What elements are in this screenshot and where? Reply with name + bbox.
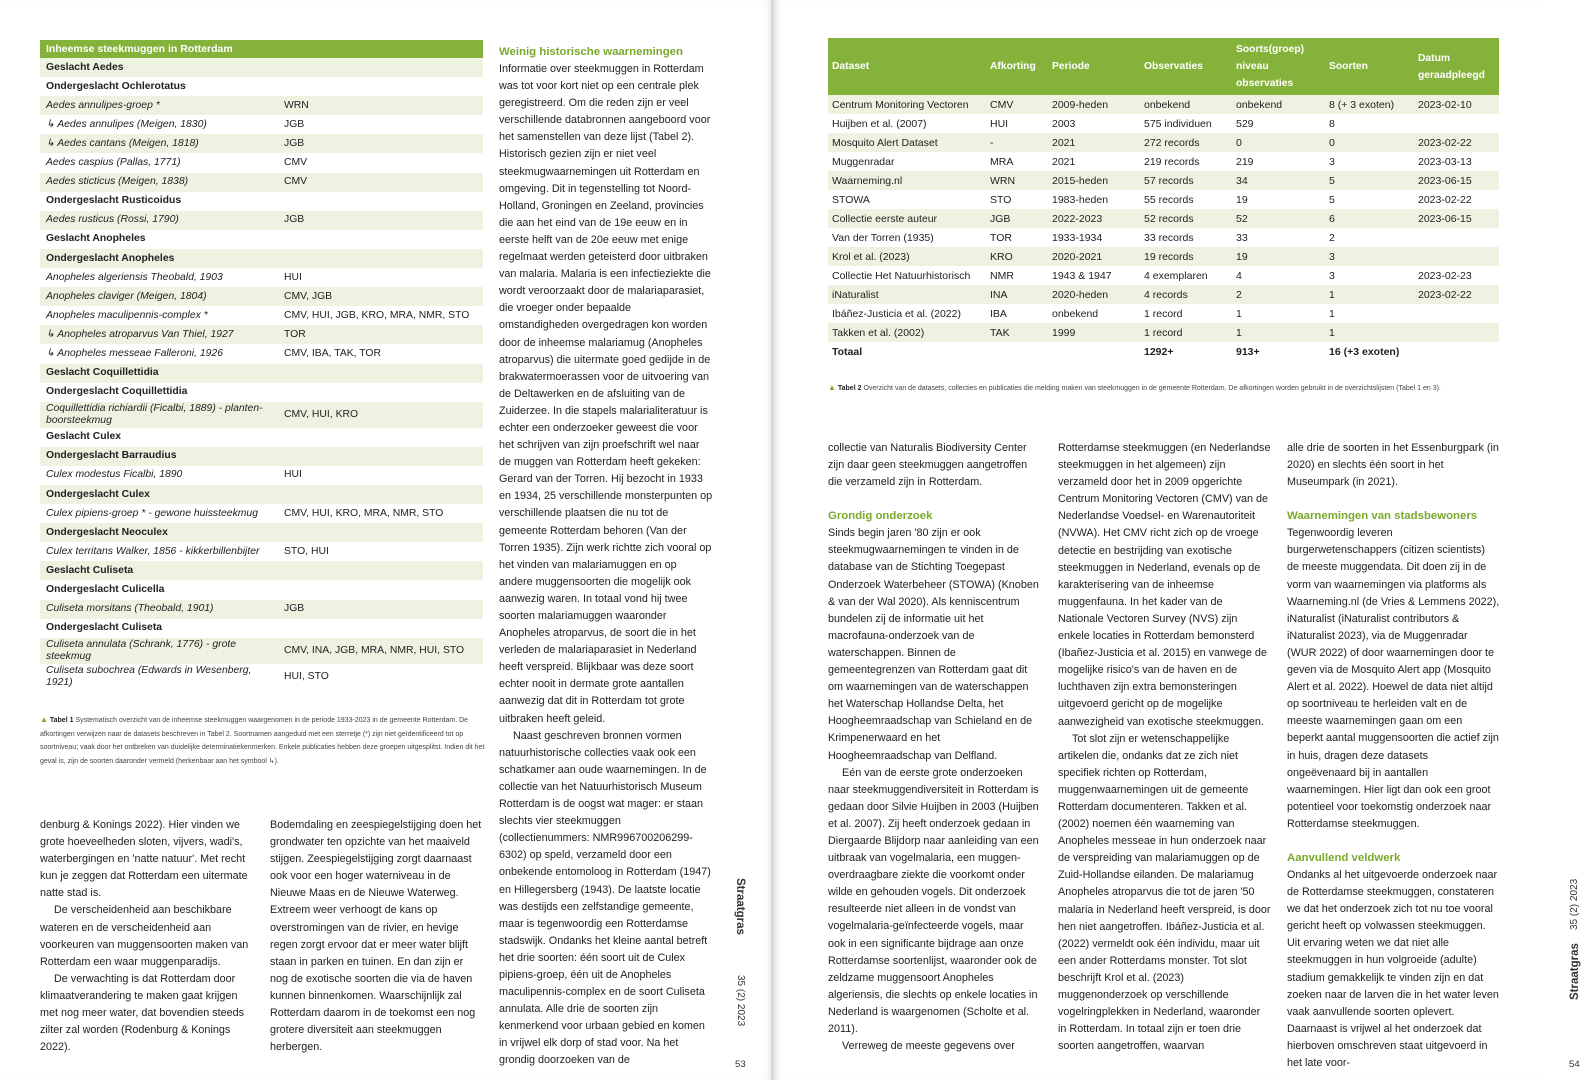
dataset-codes: JGB	[278, 211, 483, 230]
dataset-codes	[278, 58, 483, 77]
table-2-cell: 2023-02-22	[1414, 133, 1499, 152]
table-2-cell: JGB	[986, 209, 1048, 228]
table-2-cell: Mosquito Alert Dataset	[828, 133, 986, 152]
table-2-cell: Waarneming.nl	[828, 171, 986, 190]
table-2-row	[828, 266, 1499, 285]
species-name: Coquillettidia richiardii (Ficalbi, 1889) - planten-boorsteekmug	[40, 402, 278, 428]
table-2-row	[828, 114, 1499, 133]
paragraph: denburg & Konings 2022). Hier vinden we grote hoeveelheden sloten, vijvers, wadi's, waterbergingen en 'natte natuur'. Met recht kun je zeggen dat Rotterdam een uitermate natte stad is.	[40, 819, 248, 900]
section-heading: Waarnemingen van stadsbewoners	[1287, 510, 1478, 523]
table-2-total-cell: 913+	[1232, 342, 1325, 361]
table-2-cell: 0	[1232, 133, 1325, 152]
table-1-row	[40, 230, 483, 249]
table-2-row	[828, 209, 1499, 228]
taxon-group-label: Ondergeslacht Culiseta	[40, 619, 278, 638]
dataset-codes	[278, 485, 483, 504]
table-2-cell: 57 records	[1140, 171, 1232, 190]
table-2-cell: 2	[1325, 228, 1414, 247]
dataset-codes: CMV, JGB	[278, 287, 483, 306]
dataset-codes: JGB	[278, 600, 483, 619]
right-column-1	[828, 440, 1040, 1055]
table-1-row	[40, 115, 483, 134]
table-2-cell: Centrum Monitoring Vectoren	[828, 95, 986, 114]
species-name: ↳ Anopheles messeae Falleroni, 1926	[40, 344, 278, 363]
table-2-cell: 2020-heden	[1048, 285, 1140, 304]
dataset-codes	[278, 383, 483, 402]
table-2-row	[828, 323, 1499, 342]
table-1-row	[40, 383, 483, 402]
dataset-codes: TOR	[278, 325, 483, 344]
table-2-row	[828, 247, 1499, 266]
dataset-codes	[278, 428, 483, 447]
taxon-group-label: Ondergeslacht Rusticoidus	[40, 192, 278, 211]
table-2-cell: Krol et al. (2023)	[828, 247, 986, 266]
dataset-codes: WRN	[278, 96, 483, 115]
table-2-cell: 52 records	[1140, 209, 1232, 228]
paragraph: alle drie de soorten in het Essenburgpark (in 2020) en slechts één soort in het Museumpark (in 2021).	[1287, 442, 1499, 489]
table-2-cell: TOR	[986, 228, 1048, 247]
dataset-codes: CMV, HUI, KRO, MRA, NMR, STO	[278, 504, 483, 523]
table-2-row	[828, 304, 1499, 323]
table-2-cell: INA	[986, 285, 1048, 304]
species-name: Culiseta subochrea (Edwards in Wesenberg, 1921)	[40, 664, 278, 690]
section-heading: Aanvullend veldwerk	[1287, 851, 1401, 864]
table-2	[828, 38, 1499, 361]
taxon-group-label: Geslacht Culiseta	[40, 561, 278, 580]
table-1-row	[40, 542, 483, 561]
table-2-cell: 3	[1325, 247, 1414, 266]
table-2-header-cell: Soorts(groep) niveau observaties	[1232, 38, 1325, 95]
dataset-codes: JGB	[278, 115, 483, 134]
table-2-cell: onbekend	[1232, 95, 1325, 114]
table-2-cell: HUI	[986, 114, 1048, 133]
table-2-body	[828, 38, 1499, 361]
dataset-codes: HUI	[278, 466, 483, 485]
section-heading: Weinig historische waarnemingen	[499, 46, 683, 58]
table-2-cell: STO	[986, 190, 1048, 209]
table-2-row	[828, 171, 1499, 190]
dataset-codes	[278, 249, 483, 268]
table-2-cell: MRA	[986, 152, 1048, 171]
species-name: Aedes sticticus (Meigen, 1838)	[40, 173, 278, 192]
taxon-group-label: Ondergeslacht Neoculex	[40, 523, 278, 542]
taxon-group-label: Ondergeslacht Anopheles	[40, 249, 278, 268]
table-1-body	[40, 58, 483, 690]
table-2-cell: 4 exemplaren	[1140, 266, 1232, 285]
table-2-cell: 55 records	[1140, 190, 1232, 209]
table-2-cell: 272 records	[1140, 133, 1232, 152]
table-2-cell: 2009-heden	[1048, 95, 1140, 114]
table-2-cell: onbekend	[1140, 95, 1232, 114]
table-2-cell: 5	[1325, 190, 1414, 209]
table-2-total-cell	[986, 342, 1048, 361]
dataset-codes: CMV, INA, JGB, MRA, NMR, HUI, STO	[278, 638, 483, 664]
table-2-cell: 1943 & 1947	[1048, 266, 1140, 285]
table-2-cell: 219	[1232, 152, 1325, 171]
paragraph: Eén van de eerste grote onderzoeken naar steekmuggendiversiteit in Rotterdam is gedaan door Silvie Huijben in 2003 (Huijben et al. 2007). Zij heeft onderzoek gedaan in Diergaarde Blijdorp naar aanleiding van een uitbraak van vogelmalaria, een muggen-overdraagbare ziekte die voorkomt onder wilde en gehouden vogels. Dit onderzoek resulteerde niet alleen in de vondst van vogelmalaria-geïnfecteerde vogels, maar ook in een significante bijdrage aan onze Rotterdamse soortenlijst, waaronder ook de zeldzame muggensoort Anopheles algeriensis, die slechts op enkele locaties in Nederland is waargenomen (Scholte et al. 2011).	[828, 766, 1039, 1035]
taxon-group-label: Ondergeslacht Coquillettidia	[40, 383, 278, 402]
table-1-row	[40, 268, 483, 287]
species-name: Aedes annulipes-groep *	[40, 96, 278, 115]
species-name: Anopheles maculipennis-complex *	[40, 306, 278, 325]
table-2-cell: 34	[1232, 171, 1325, 190]
table-2-cell: 19	[1232, 247, 1325, 266]
table-2-cell: Ibáñez-Justicia et al. (2022)	[828, 304, 986, 323]
table-2-cell: 0	[1325, 133, 1414, 152]
dataset-codes	[278, 192, 483, 211]
table-2-cell: 2020-2021	[1048, 247, 1140, 266]
table-2-cell: 2023-02-23	[1414, 266, 1499, 285]
table-2-cell: 33	[1232, 228, 1325, 247]
table-2-header-cell: Datum geraadpleegd	[1414, 38, 1499, 95]
dataset-codes: CMV, HUI, KRO	[278, 402, 483, 428]
table-2-cell: 1 record	[1140, 304, 1232, 323]
table-1-row	[40, 344, 483, 363]
table-2-header-cell: Soorten	[1325, 38, 1414, 95]
table-1-row	[40, 96, 483, 115]
table-2-cell: 1 record	[1140, 323, 1232, 342]
table-1-row	[40, 192, 483, 211]
left-column-2	[270, 817, 484, 1056]
taxon-group-label: Ondergeslacht Ochlerotatus	[40, 77, 278, 96]
table-1-row	[40, 428, 483, 447]
table-2-header-row	[828, 38, 1499, 95]
dataset-codes: HUI, STO	[278, 664, 483, 690]
table-2-row	[828, 133, 1499, 152]
triangle-icon: ▲	[40, 715, 48, 724]
table-2-total-cell: Totaal	[828, 342, 986, 361]
table-2-header-cell: Periode	[1048, 38, 1140, 95]
table-1-row	[40, 211, 483, 230]
table-1-row	[40, 153, 483, 172]
dataset-codes	[278, 619, 483, 638]
table-2-cell: 2021	[1048, 133, 1140, 152]
table-1-row	[40, 287, 483, 306]
table-2-total-cell	[1048, 342, 1140, 361]
table-2-cell: 4	[1232, 266, 1325, 285]
table-2-cell: 5	[1325, 171, 1414, 190]
table-2-total-cell: 16 (+3 exoten)	[1325, 342, 1414, 361]
table-2-cell: 1	[1232, 304, 1325, 323]
table-2-cell: Muggenradar	[828, 152, 986, 171]
table-2-cell: 19 records	[1140, 247, 1232, 266]
table-2-row	[828, 285, 1499, 304]
table-1-row	[40, 485, 483, 504]
dataset-codes	[278, 230, 483, 249]
species-name: Aedes caspius (Pallas, 1771)	[40, 153, 278, 172]
table-1-row	[40, 600, 483, 619]
dataset-codes	[278, 447, 483, 466]
table-2-total-cell: 1292+	[1140, 342, 1232, 361]
table-1-row	[40, 638, 483, 664]
table-2-cell: 2023-02-22	[1414, 190, 1499, 209]
table-1-row	[40, 249, 483, 268]
volume-vertical: 35 (2) 2023	[1569, 878, 1580, 930]
species-name: ↳ Aedes cantans (Meigen, 1818)	[40, 134, 278, 153]
table-1-row	[40, 561, 483, 580]
species-name: ↳ Anopheles atroparvus Van Thiel, 1927	[40, 325, 278, 344]
table-2-cell: NMR	[986, 266, 1048, 285]
species-name: Culex modestus Ficalbi, 1890	[40, 466, 278, 485]
table-2-cell	[1414, 247, 1499, 266]
dataset-codes	[278, 561, 483, 580]
table-2-cell: 1	[1232, 323, 1325, 342]
table-1-row	[40, 466, 483, 485]
dataset-codes	[278, 364, 483, 383]
volume-vertical: 35 (2) 2023	[735, 975, 746, 1027]
species-name: Anopheles claviger (Meigen, 1804)	[40, 287, 278, 306]
paragraph: collectie van Naturalis Biodiversity Center zijn daar geen steekmuggen aangetroffen die verzameld zijn in Rotterdam.	[828, 442, 1028, 489]
table-2-row	[828, 95, 1499, 114]
table-1-row	[40, 504, 483, 523]
table-2-row	[828, 190, 1499, 209]
taxon-group-label: Geslacht Anopheles	[40, 230, 278, 249]
table-2-cell: 1	[1325, 323, 1414, 342]
section-heading: Grondig onderzoek	[828, 510, 933, 523]
table-1-row	[40, 306, 483, 325]
table-2-cell: 4 records	[1140, 285, 1232, 304]
paragraph: Tot slot zijn er wetenschappelijke artikelen die, ondanks dat ze zich niet specifiek richten op Rotterdam, muggenwaarnemingen uit de gemeente Rotterdam documenteren. Takken et al. (2002) noemen één waarneming van Anopheles messeae in hun onderzoek naar de verspreiding van malariamuggen op de Zuid-Hollandse eilanden. De malariamug Anopheles atroparvus die tot de jaren '50 malaria in Nederland heeft verspreid, is door hen niet aangetroffen. Ibáñez-Justicia et al. (2022) vermeldt ook één individu, maar uit een ander Rotterdams monster. Tot slot beschrijft Krol et al. (2023) muggenonderzoek op verschillende vogelringplekken in Nederland, waaronder in Rotterdam. In totaal zijn er toen drie soorten aangetroffen, waarvan	[1058, 732, 1271, 1053]
right-column-3	[1287, 440, 1500, 1072]
table-2-cell: Collectie Het Natuurhistorisch	[828, 266, 986, 285]
table-2-cell: Van der Torren (1935)	[828, 228, 986, 247]
table-2-cell: Takken et al. (2002)	[828, 323, 986, 342]
table-2-cell: 2023-02-22	[1414, 285, 1499, 304]
species-name: Anopheles algeriensis Theobald, 1903	[40, 268, 278, 287]
page-number: 54	[1569, 1059, 1580, 1070]
table-2-cell: 1983-heden	[1048, 190, 1140, 209]
species-name: Culex pipiens-groep * - gewone huissteekmug	[40, 504, 278, 523]
table-2-cell: 2003	[1048, 114, 1140, 133]
paragraph: Sinds begin jaren '80 zijn er ook steekmugwaarnemingen te vinden in de database van de Stichting Toegepast Onderzoek Waterbeheer (STOWA) (Knoben & van der Wal 2020). Als kenniscentrum bundelen zij de informatie uit het macrofauna-onderzoek van de waterschappen. Binnen de gemeentegrenzen van Rotterdam gaat dit om waarnemingen van de waterschappen het Waterschap Hollandse Delta, het Hoogheemraadschap van Schieland en de Krimpenerwaard en het Hoogheemraadschap van Delfland.	[828, 527, 1039, 762]
table-2-cell: 2015-heden	[1048, 171, 1140, 190]
table-2-row	[828, 152, 1499, 171]
dataset-codes: STO, HUI	[278, 542, 483, 561]
dataset-codes: JGB	[278, 134, 483, 153]
table-2-cell: 2023-06-15	[1414, 171, 1499, 190]
table-1-caption-label: Tabel 1	[49, 717, 74, 724]
dataset-codes: CMV	[278, 173, 483, 192]
species-name: Culiseta annulata (Schrank, 1776) - grote steekmug	[40, 638, 278, 664]
table-1-row	[40, 364, 483, 383]
table-1-row	[40, 447, 483, 466]
table-1-row	[40, 580, 483, 599]
taxon-group-label: Geslacht Coquillettidia	[40, 364, 278, 383]
page-53	[0, 0, 772, 1080]
table-2-cell: Collectie eerste auteur	[828, 209, 986, 228]
table-1-row	[40, 664, 483, 690]
table-2-row	[828, 228, 1499, 247]
table-2-cell: 2023-06-15	[1414, 209, 1499, 228]
table-2-cell: 3	[1325, 152, 1414, 171]
table-2-cell: 1933-1934	[1048, 228, 1140, 247]
table-2-cell: WRN	[986, 171, 1048, 190]
table-1-row	[40, 402, 483, 428]
paragraph: Verreweg de meeste gegevens over	[842, 1040, 1015, 1053]
taxon-group-label: Ondergeslacht Culex	[40, 485, 278, 504]
table-1-row	[40, 134, 483, 153]
dataset-codes: CMV, IBA, TAK, TOR	[278, 344, 483, 363]
table-2-cell: 575 individuen	[1140, 114, 1232, 133]
table-2-caption: ▲ Tabel 2 Overzicht van de datasets, collecties en publicaties die melding maken van steekmuggen in de gemeente Rotterdam. De afkortingen worden gebruikt in de overzichtslijsten (Tabel 1 en 3).	[828, 383, 1441, 392]
table-1-title: Inheemse steekmuggen in Rotterdam	[40, 40, 483, 58]
table-2-cell: TAK	[986, 323, 1048, 342]
dataset-codes: CMV, HUI, JGB, KRO, MRA, NMR, STO	[278, 306, 483, 325]
table-2-cell: -	[986, 133, 1048, 152]
dataset-codes	[278, 77, 483, 96]
table-2-cell: CMV	[986, 95, 1048, 114]
dataset-codes	[278, 580, 483, 599]
table-2-header-cell: Dataset	[828, 38, 986, 95]
table-2-cell: 8 (+ 3 exoten)	[1325, 95, 1414, 114]
table-2-total-row	[828, 342, 1499, 361]
table-2-cell: 219 records	[1140, 152, 1232, 171]
species-name: Culiseta morsitans (Theobald, 1901)	[40, 600, 278, 619]
table-2-cell: onbekend	[1048, 304, 1140, 323]
table-2-cell: 33 records	[1140, 228, 1232, 247]
taxon-group-label: Geslacht Aedes	[40, 58, 278, 77]
triangle-icon: ▲	[828, 383, 836, 392]
table-2-cell: 3	[1325, 266, 1414, 285]
paragraph: Informatie over steekmuggen in Rotterdam was tot voor kort niet op een centrale plek geregistreerd. Om die reden zijn er veel verschillende databronnen aangeboord voor het samenstellen van deze lijst (Tabel 2). Historisch gezien zijn er niet veel steekmugwaarnemingen uit Rotterdam en omgeving. Dit in tegenstelling tot Noord-Holland, Groningen en Zeeland, provincies die aan het eind van de 19e eeuw en in eerste helft van de 20e eeuw met enige regelmaat werden geteisterd door uitbraken van malaria. Malaria is een infectieziekte die wordt veroorzaakt door de malariaparasiet, die vroeger onder bepaalde omstandigheden overgedragen kon worden door de inheemse malariamug (Anopheles atroparvus) die uitermate goed gedijde in de brakwatermoerassen voor de uitvoering van de Deltawerken en de afsluiting van de Zuiderzee. In die stapels malarialiteratuur is echter een onderzoeker geweest die voor het schrijven van zijn proefschrift wel naar de muggen van Rotterdam heeft gekeken: Gerard van der Torren. Hij bezocht in 1933 en 1934, 25 verschillende monsterpunten op verschillende plaatsen die nu tot de gemeente Rotterdam behoren (Van der Torren 1935). Zijn werk richtte zich vooral op het vinden van malariamuggen en op andere muggensoorten die mogelijk ook aanwezig waren. In totaal vond hij twee soorten malariamuggen waaronder Anopheles atroparvus, de soort die in het verleden de malariaparasiet in Nederland heeft verspreid. Blijkbaar was deze soort echter nooit in dermate grote aantallen aanwezig dat dit in Rotterdam tot grote uitbraken heeft geleid.	[499, 63, 713, 725]
table-2-header-cell: Observaties	[1140, 38, 1232, 95]
paragraph: De verwachting is dat Rotterdam door klimaatverandering te maken gaat krijgen met nog meer water, dat bovendien steeds zilter zal worden (Rodenburg & Konings 2022).	[40, 972, 245, 1054]
table-2-cell	[1414, 304, 1499, 323]
table-2-cell	[1414, 114, 1499, 133]
dataset-codes: CMV	[278, 153, 483, 172]
taxon-group-label: Geslacht Culex	[40, 428, 278, 447]
table-2-cell: 1	[1325, 285, 1414, 304]
table-2-cell: 1999	[1048, 323, 1140, 342]
table-2-cell	[1414, 228, 1499, 247]
paragraph: Rotterdamse steekmuggen (en Nederlandse steekmuggen in het algemeen) zijn verzameld door het in 2009 opgerichte Centrum Monitoring Vectoren (CMV) van de Nederlandse Voedsel- en Warenautoriteit (NVWA). Het CMV richt zich op de vroege detectie en bestrijding van exotische steekmuggen in Nederland, evenals op de karakterisering van de inheemse muggenfauna. In het kader van de Nationale Vectoren Survey (NVS) zijn enkele locaties in Rotterdam bemonsterd (Ibañez-Justicia et al. 2015) en vanwege de mogelijke risico's van de haven en de luchthaven zijn extra bemonsteringen uitgevoerd gericht op de mogelijke aanwezigheid van exotische steekmuggen.	[1058, 442, 1271, 728]
paragraph: Bodemdaling en zeespiegelstijging doen het grondwater ten opzichte van het maaiveld stijgen. Zeespiegelstijging zorgt daarnaast ook voor een hoger waterniveau in de Nieuwe Maas en de Nieuwe Waterweg. Extreem weer verhoogt de kans op overstromingen van de rivier, en hevige regen zorgt ervoor dat er meer water blijft staan in parken en tuinen. En dan zijn er nog de exotische soorten die via de haven kunnen binnenkomen. Waarschijnlijk zal Rotterdam daarom in de toekomst een nog grotere diversiteit aan steekmuggen herbergen.	[270, 819, 482, 1054]
magazine-name-vertical: Straatgras	[734, 878, 746, 935]
table-2-cell: IBA	[986, 304, 1048, 323]
table-1-row	[40, 325, 483, 344]
table-2-cell: STOWA	[828, 190, 986, 209]
paragraph: Tegenwoordig leveren burgerwetenschappers (citizen scientists) de meeste muggendata. Dit doen zij in de vorm van waarnemingen via platforms als Waarneming.nl (de Vries & Lemmens 2022), iNaturalist (iNaturalist contributors & iNaturalist 2023), via de Muggenradar (WUR 2022) of door waarnemingen door te geven via de Mosquito Alert app (Mosquito Alert et al. 2022). Hoewel de data niet altijd op soortniveau te herleiden valt en de meeste waarnemingen gaan om een beperkt aantal muggensoorten die actief zijn in huis, dragen deze datasets ongeëvenaard bij in aantallen waarnemingen. Hier ligt dan ook een groot potentieel voor toekomstig onderzoek naar Rotterdamse steekmuggen.	[1287, 527, 1500, 830]
table-2-caption-label: Tabel 2	[837, 385, 862, 392]
table-2-header-cell: Afkorting	[986, 38, 1048, 95]
table-2-cell: 8	[1325, 114, 1414, 133]
species-name: Culex territans Walker, 1856 - kikkerbillenbijter	[40, 542, 278, 561]
table-2-cell: 19	[1232, 190, 1325, 209]
table-2-cell: 2021	[1048, 152, 1140, 171]
left-column-3	[499, 44, 713, 1070]
table-2-cell: Huijben et al. (2007)	[828, 114, 986, 133]
table-2-cell: iNaturalist	[828, 285, 986, 304]
table-2-cell: 2022-2023	[1048, 209, 1140, 228]
table-2-cell: 6	[1325, 209, 1414, 228]
taxon-group-label: Ondergeslacht Culicella	[40, 580, 278, 599]
table-1-row	[40, 173, 483, 192]
table-2-cell: 2023-03-13	[1414, 152, 1499, 171]
table-1-caption: ▲ Tabel 1 Systematisch overzicht van de inheemse steekmuggen waargenomen in de periode 1933-2023 in de gemeente Rotterdam. De afkortingen verwijzen naar de datasets beschreven in Tabel 2. Soortnamen aangeduid met een sterretje (*) zijn niet geïdentificeerd tot op soortniveau; vaak door het ontbreken van duidelijke determinatiekenmerken. Enkele publicaties hebben deze groepen uitgesplitst. Indien dit het geval is, zijn de soorten daaronder vermeld (herkenbaar aan het symbool ↳).	[40, 715, 485, 765]
dataset-codes	[278, 523, 483, 542]
table-2-cell: 52	[1232, 209, 1325, 228]
table-2-cell: KRO	[986, 247, 1048, 266]
paragraph: Naast geschreven bronnen vormen natuurhistorische collecties vaak ook een schatkamer aan oude waarnemingen. In de collectie van het Natuurhistorisch Museum Rotterdam is de oogst wat mager: er staan slechts vier steekmuggen (collectienummers: NMR996700206299-6302) op speld, verzameld door een onbekende entomoloog in Rotterdam (1947) en Hillegersberg (1943). De laatste locatie was destijds een zelfstandige gemeente, maar is tegenwoordig een Rotterdamse stadswijk. Ondanks het kleine aantal betreft het drie soorten: één soort uit de Culex pipiens-groep, één uit de Anopheles maculipennis-complex en de soort Culiseta annulata. Alle drie de soorten zijn kenmerkend voor urbaan gebied en komen in vrijwel elk dorp of stad voor. Na het grondig doorzoeken van de	[499, 729, 711, 1067]
table-1-row	[40, 77, 483, 96]
magazine-name-vertical: Straatgras	[1569, 943, 1581, 1000]
table-2-total-cell	[1414, 342, 1499, 361]
species-name: ↳ Aedes annulipes (Meigen, 1830)	[40, 115, 278, 134]
table-2-cell: 2	[1232, 285, 1325, 304]
paragraph: De verscheidenheid aan beschikbare wateren en de verscheidenheid aan voorkeuren van muggensoorten maken van Rotterdam een waar muggenparadijs.	[40, 904, 249, 968]
left-column-1	[40, 817, 253, 1056]
species-name: Aedes rusticus (Rossi, 1790)	[40, 211, 278, 230]
table-2-cell: 2023-02-10	[1414, 95, 1499, 114]
table-1-row	[40, 619, 483, 638]
page-number: 53	[735, 1059, 746, 1070]
table-1-row	[40, 523, 483, 542]
taxon-group-label: Ondergeslacht Barraudius	[40, 447, 278, 466]
table-2-cell	[1414, 323, 1499, 342]
dataset-codes: HUI	[278, 268, 483, 287]
table-1-row	[40, 58, 483, 77]
table-2-cell: 529	[1232, 114, 1325, 133]
table-2-cell: 1	[1325, 304, 1414, 323]
paragraph: Ondanks al het uitgevoerde onderzoek naar de Rotterdamse steekmuggen, constateren we dat het onderzoek zich tot nu toe vooral gericht heeft op volwassen steekmuggen. Uit ervaring weten we dat niet alle steekmuggen in hun volgroeide (adulte) stadium gemakkelijk te vinden zijn en dat zoeken naar de larven die in het water leven vaak aanvullende soorten oplevert. Daarnaast is vrijwel al het onderzoek dat hierboven omschreven staat uitgevoerd in het late voor-	[1287, 868, 1499, 1069]
table-1	[40, 40, 483, 690]
right-column-2	[1058, 440, 1271, 1055]
